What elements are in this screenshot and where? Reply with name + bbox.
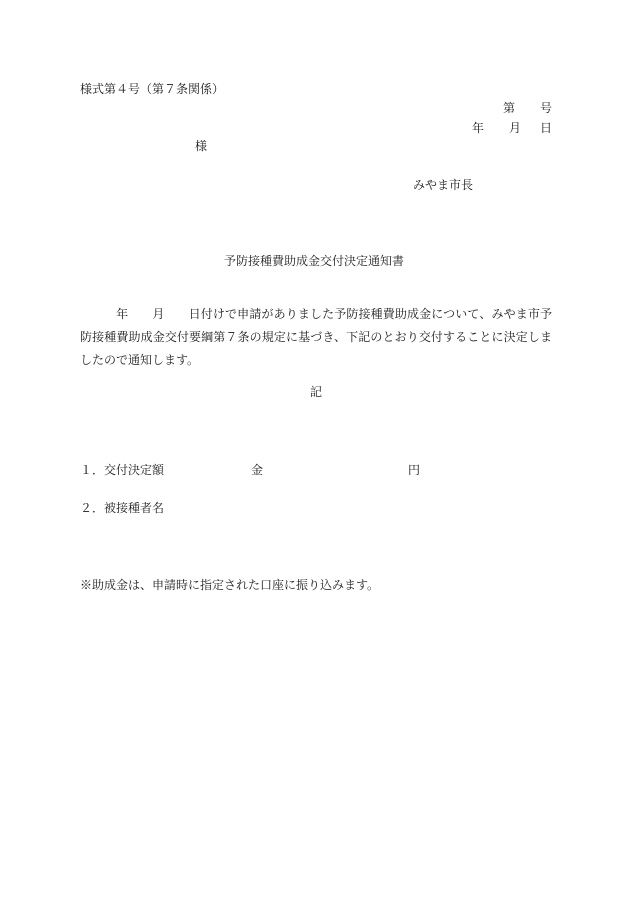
body-month: 月 — [152, 307, 165, 321]
item-1-number: １． — [80, 463, 105, 477]
item-1-kin: 金 — [251, 463, 264, 477]
addressee-suffix: 様 — [195, 139, 208, 153]
item-2-number: ２． — [80, 501, 105, 515]
date-year: 年 — [472, 121, 485, 135]
doc-number-dai: 第 — [503, 101, 516, 115]
note-text: ※助成金は、申請時に指定された口座に振り込みます。 — [80, 578, 380, 592]
issuer-name: みやま市長 — [413, 178, 474, 192]
date-month: 月 — [509, 121, 522, 135]
item-2-label: 被接種者名 — [104, 501, 165, 515]
item-1-yen: 円 — [408, 463, 421, 477]
doc-number-go: 号 — [540, 101, 553, 115]
ki-heading: 記 — [310, 385, 323, 399]
document-title: 予防接種費助成金交付決定通知書 — [224, 254, 405, 268]
item-1-label: 交付決定額 — [104, 463, 165, 477]
form-label: 様式第４号（第７条関係） — [80, 82, 225, 96]
date-day: 日 — [540, 121, 553, 135]
body-text: 日付けで申請がありました予防接種費助成金について、みやま市予防接種費助成金交付要綱第７条の規定に基づき、下記のとおり交付することに決定しましたので通知します。 — [80, 307, 552, 367]
body-paragraph — [80, 303, 552, 372]
body-year: 年 — [116, 307, 129, 321]
